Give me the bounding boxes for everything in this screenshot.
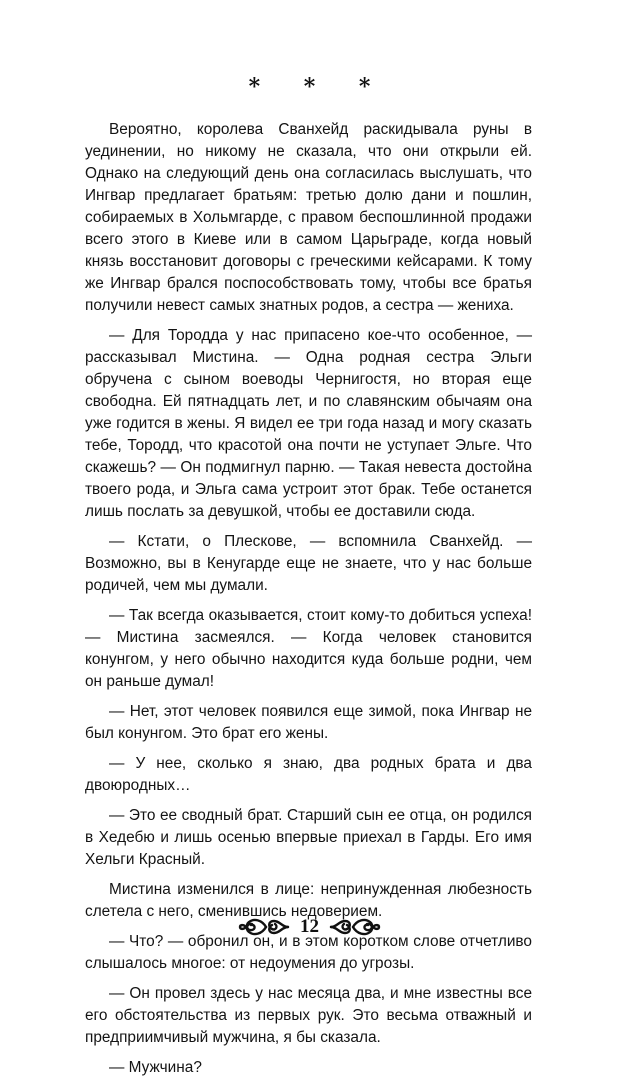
paragraph: — Это ее сводный брат. Старший сын ее отца, он родился в Хедебю и лишь осенью впервые приехал в Гарды. Его имя Хельги Красный. [85, 807, 532, 868]
paragraph: — Для Тородда у нас припасено кое-что особенное, — рассказывал Мистина. — Одна родная сестра Эльги обручена с сыном воеводы Чернигостя, но вторая еще свободна. Ей пятнадцать лет, и по славянским обычаям она уже годится в жены. Я видел ее три года назад и могу сказать тебе, Тородд, что красотой она почти не уступает Эльге. Что скажешь? — Он подмигнул парню. — Такая невеста достойна твоего рода, и Эльга сама устроит этот брак. Тебе останется лишь послать за девушкой, чтобы ее доставили сюда. [85, 327, 532, 520]
page-number: 12 [300, 916, 319, 937]
paragraph: — Что? — обронил он, и в этом коротком слове отчетливо слышалось многое: от недоумения до угрозы. [85, 933, 532, 972]
paragraph: Мистина изменился в лице: непринужденная любезность слетела с него, сменившись недоверием. [85, 881, 532, 920]
paragraph: — У нее, сколько я знаю, два родных брата и два двоюродных… [85, 755, 532, 794]
page-footer [0, 907, 619, 947]
right-ornament-icon [329, 914, 381, 940]
paragraph: — Так всегда оказывается, стоит кому-то добиться успеха! — Мистина засмеялся. — Когда человек становится конунгом, у него обычно находится куда больше родни, чем он раньше думал! [85, 607, 532, 690]
section-break: * * * [248, 74, 389, 100]
paragraph: Вероятно, королева Сванхейд раскидывала руны в уединении, но никому не сказала, что они открыли ей. Однако на следующий день она согласилась выслушать, что Ингвар предлагает братьям: третью долю дани и пошлин, собираемых в Хольмгарде, с правом беспошлинной продажи всего этого в Киеве или в самом Царьграде, когда новый князь восстановит договоры с греческими кейсарами. К тому же Ингвар брался поспособствовать тому, чтобы все братья получили невест самых знатных родов, а сестра — жениха. [85, 121, 532, 314]
paragraph: — Кстати, о Плескове, — вспомнила Сванхейд. — Возможно, вы в Кенугарде еще не знаете, что у нас больше родичей, чем мы думали. [85, 533, 532, 594]
paragraph: — Он провел здесь у нас месяца два, и мне известны все его обстоятельства из первых рук. Это весьма отважный и предприимчивый мужчина, я бы сказала. [85, 985, 532, 1046]
paragraph: — Мужчина? [109, 1059, 202, 1076]
paragraph: — Нет, этот человек появился еще зимой, пока Ингвар не был конунгом. Это брат его жены. [85, 703, 532, 742]
left-ornament-icon [238, 914, 290, 940]
